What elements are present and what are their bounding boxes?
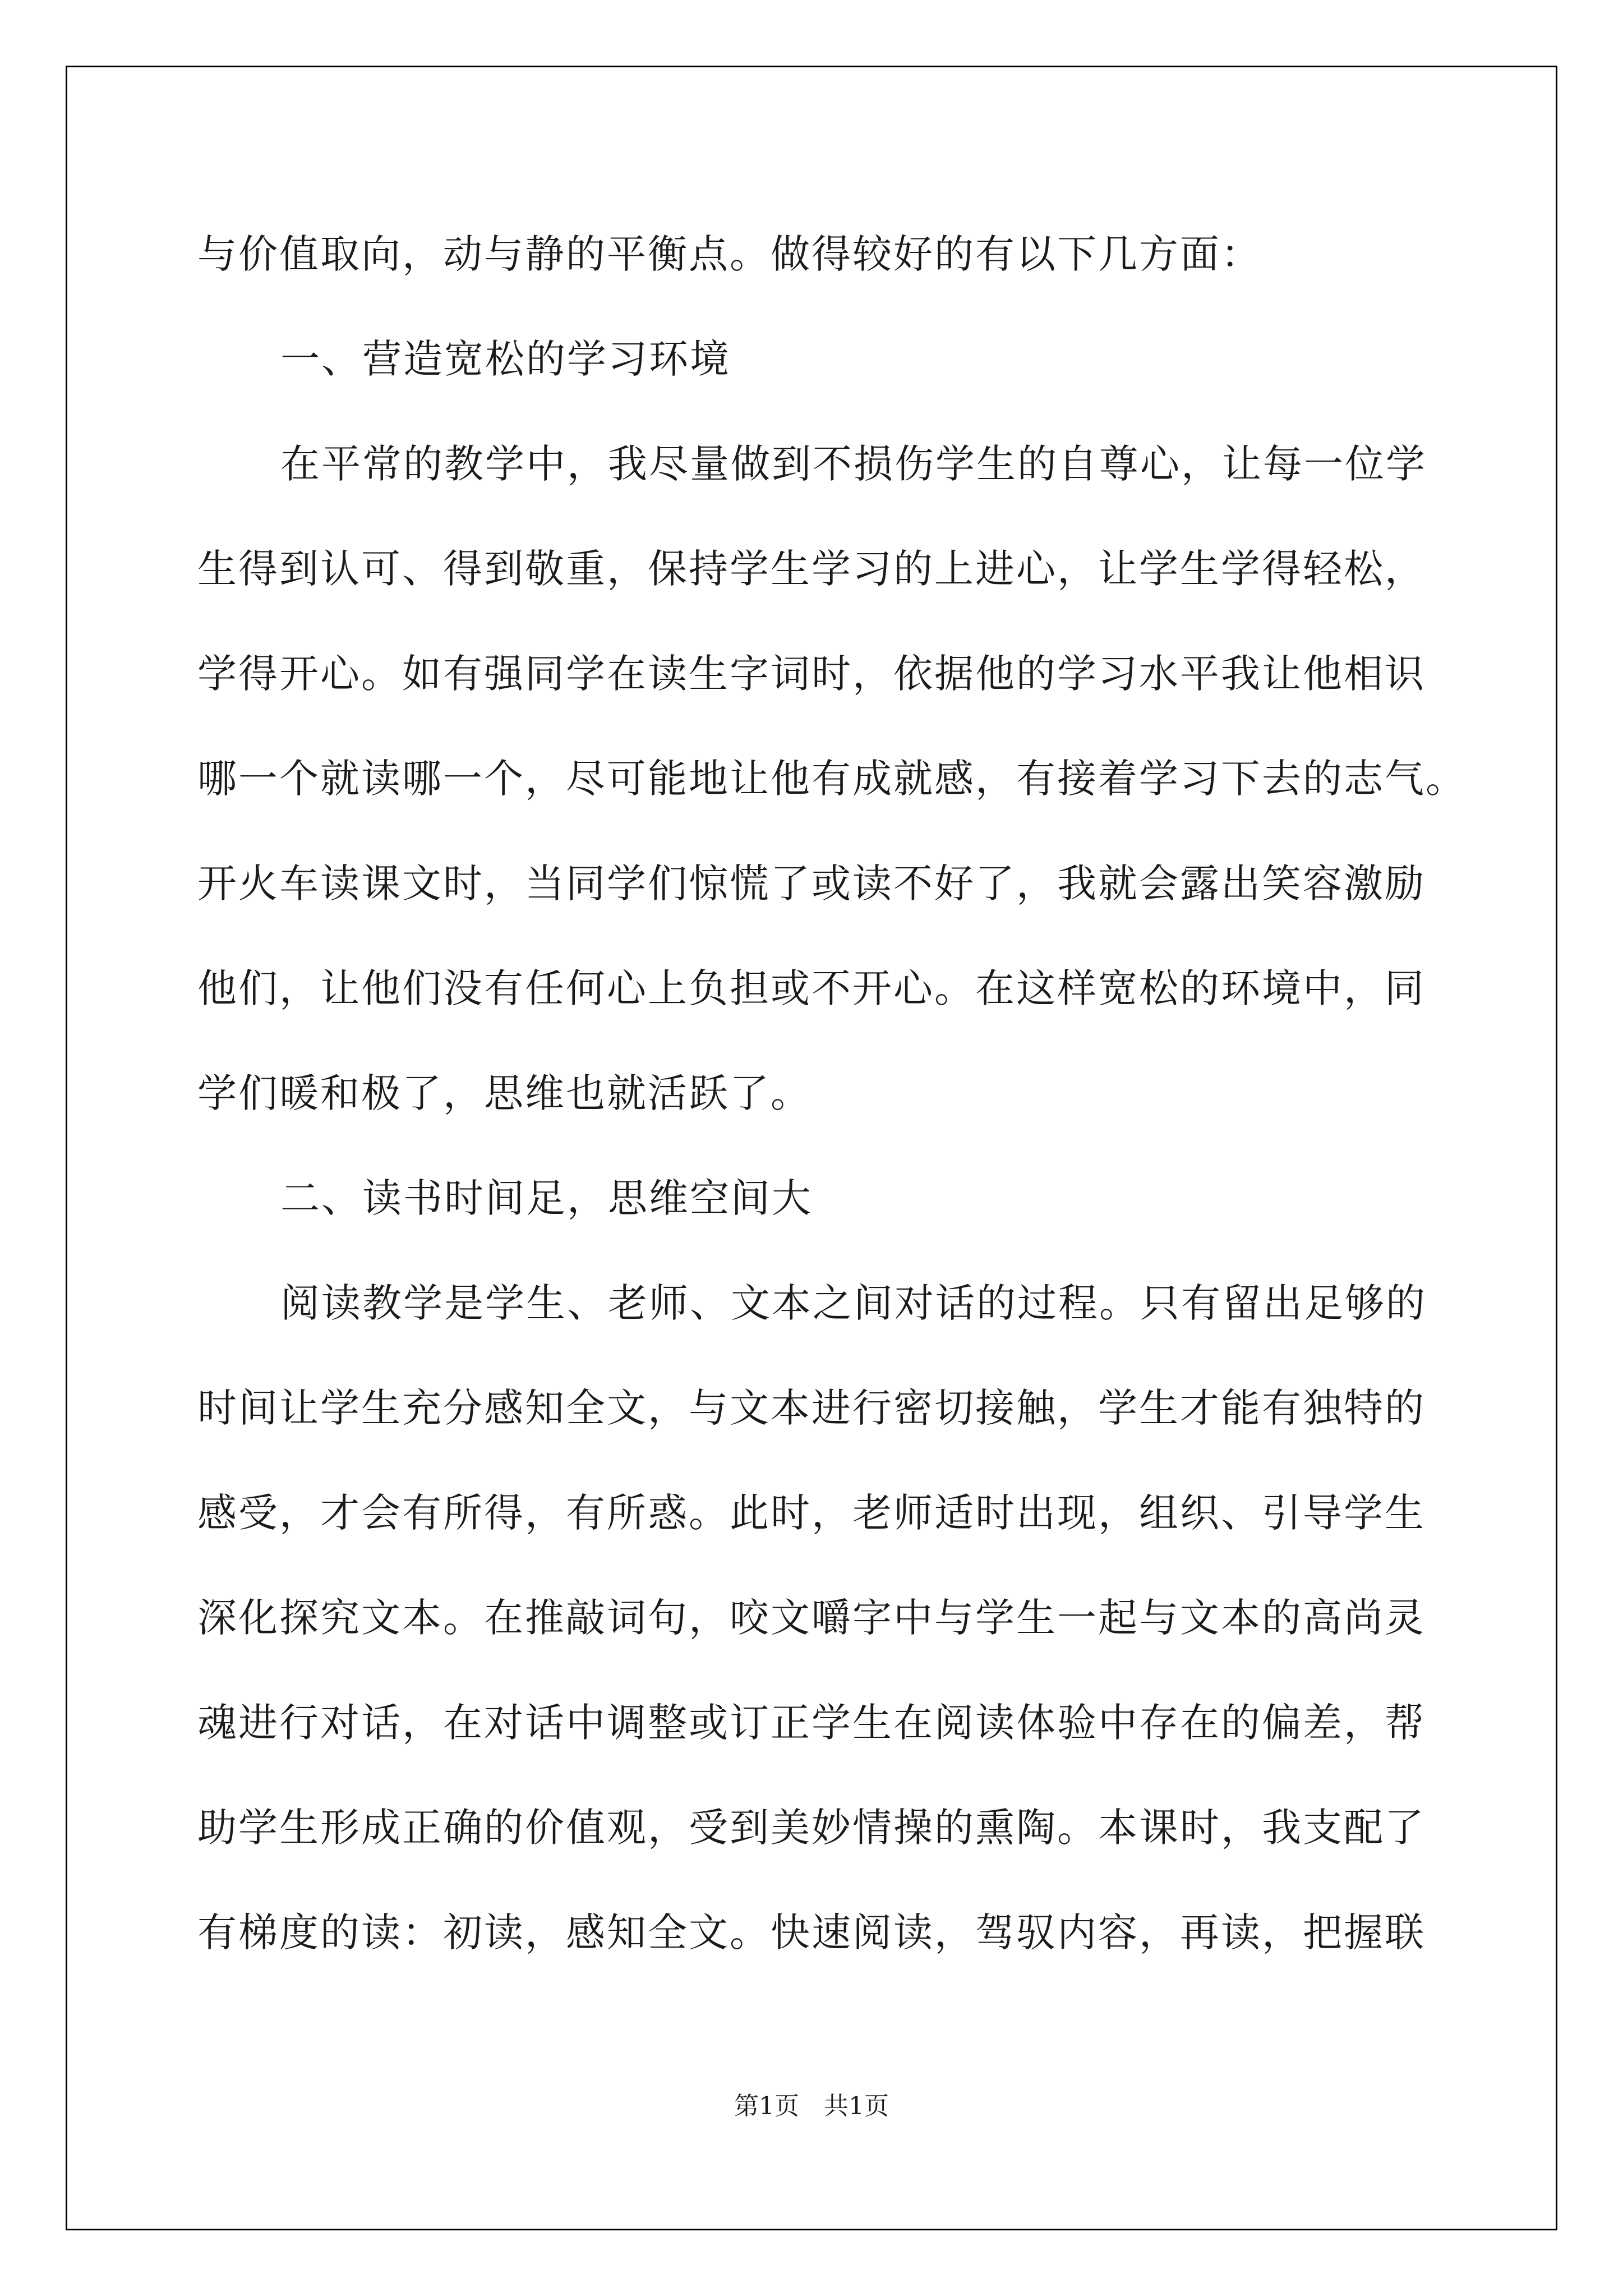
text-line: 生得到认可、得到敬重，保持学生学习的上进心，让学生学得轻松， [197,546,1426,592]
text-line: 有梯度的读：初读，感知全文。快速阅读，驾驭内容，再读，把握联 [197,1910,1426,1955]
text-line: 开火车读课文时，当同学们惊慌了或读不好了，我就会露出笑容激励 [197,861,1426,907]
text-line: 阅读教学是学生、老师、文本之间对话的过程。只有留出足够的 [280,1280,1427,1326]
text-line: 一、营造宽松的学习环境 [280,336,731,382]
page-number: 第1页 [734,2092,799,2120]
text-line: 感受，才会有所得，有所惑。此时，老师适时出现，组织、引导学生 [197,1490,1426,1536]
text-line: 与价值取向，动与静的平衡点。做得较好的有以下几方面： [197,231,1262,277]
text-line: 时间让学生充分感知全文，与文本进行密切接触，学生才能有独特的 [197,1385,1426,1431]
page-footer [0,2090,1623,2123]
text-line: 他们，让他们没有任何心上负担或不开心。在这样宽松的环境中，同 [197,965,1426,1011]
text-line: 学们暖和极了，思维也就活跃了。 [197,1070,811,1116]
text-line: 二、读书时间足，思维空间大 [280,1175,813,1221]
text-line: 深化探究文本。在推敲词句，咬文嚼字中与学生一起与文本的高尚灵 [197,1595,1426,1641]
text-line: 在平常的教学中，我尽量做到不损伤学生的自尊心，让每一位学 [280,441,1427,487]
text-line: 哪一个就读哪一个，尽可能地让他有成就感，有接着学习下去的志气。 [197,756,1467,802]
text-line: 魂进行对话，在对话中调整或订正学生在阅读体验中存在的偏差，帮 [197,1700,1426,1746]
text-line: 助学生形成正确的价值观，受到美妙情操的熏陶。本课时，我支配了 [197,1805,1426,1851]
page-total: 共1页 [824,2092,889,2120]
text-line: 学得开心。如有强同学在读生字词时，依据他的学习水平我让他相识 [197,651,1426,697]
document-body [197,202,1467,1985]
